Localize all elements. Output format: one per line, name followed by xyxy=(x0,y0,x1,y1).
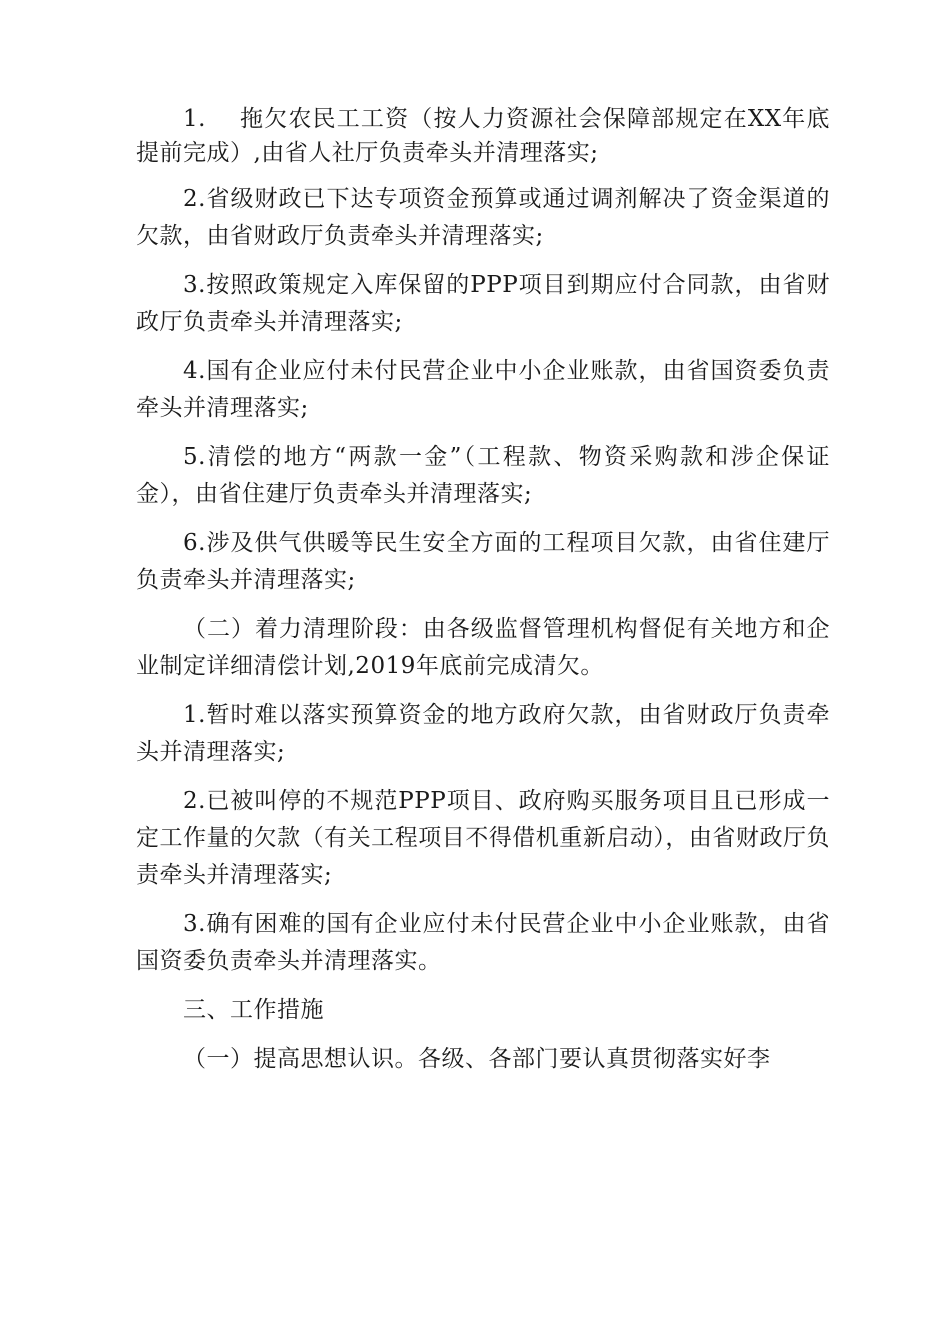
paragraph-stage-two-item-1: 1.暂时难以落实预算资金的地方政府欠款，由省财政厅负责牵头并清理落实; xyxy=(136,702,830,765)
paragraph-item-5-two-funds-one-deposit: 5.清偿的地方“两款一金”（工程款、物资采购款和涉企保证金），由省住建厅负责牵头并清理落实; xyxy=(136,444,830,507)
paragraph-item-1-wage-arrears: 1. 拖欠农民工工资（按人力资源社会保障部规定在XX年底提前完成）,由省人社厅负责牵头并清理落实; xyxy=(136,106,830,166)
paragraph-measure-1: （一）提高思想认识。各级、各部门要认真贯彻落实好李 xyxy=(183,1046,771,1072)
paragraph-stage-two-item-3: 3.确有困难的国有企业应付未付民营企业中小企业账款，由省国资委负责牵头并清理落实。 xyxy=(136,911,830,974)
paragraph-section-stage-two: （二）着力清理阶段：由各级监督管理机构督促有关地方和企业制定详细清偿计划,2019年底前完成清欠。 xyxy=(136,616,830,679)
paragraph-item-4-soe-accounts: 4.国有企业应付未付民营企业中小企业账款，由省国资委负责牵头并清理落实; xyxy=(136,358,830,421)
paragraph-stage-two-item-2: 2.已被叫停的不规范PPP项目、政府购买服务项目且已形成一定工作量的欠款（有关工程项目不得借机重新启动），由省财政厅负责牵头并清理落实; xyxy=(136,788,830,888)
paragraph-item-6-heating-projects: 6.涉及供气供暖等民生安全方面的工程项目欠款，由省住建厅负责牵头并清理落实; xyxy=(136,530,830,593)
document-body xyxy=(136,102,830,1090)
paragraph-item-2-special-funds: 2.省级财政已下达专项资金预算或通过调剂解决了资金渠道的欠款，由省财政厅负责牵头并清理落实; xyxy=(136,186,830,249)
section-heading-work-measures: 三、工作措施 xyxy=(183,997,324,1023)
paragraph-item-3-ppp-contracts: 3.按照政策规定入库保留的PPP项目到期应付合同款，由省财政厅负责牵头并清理落实; xyxy=(136,272,830,335)
